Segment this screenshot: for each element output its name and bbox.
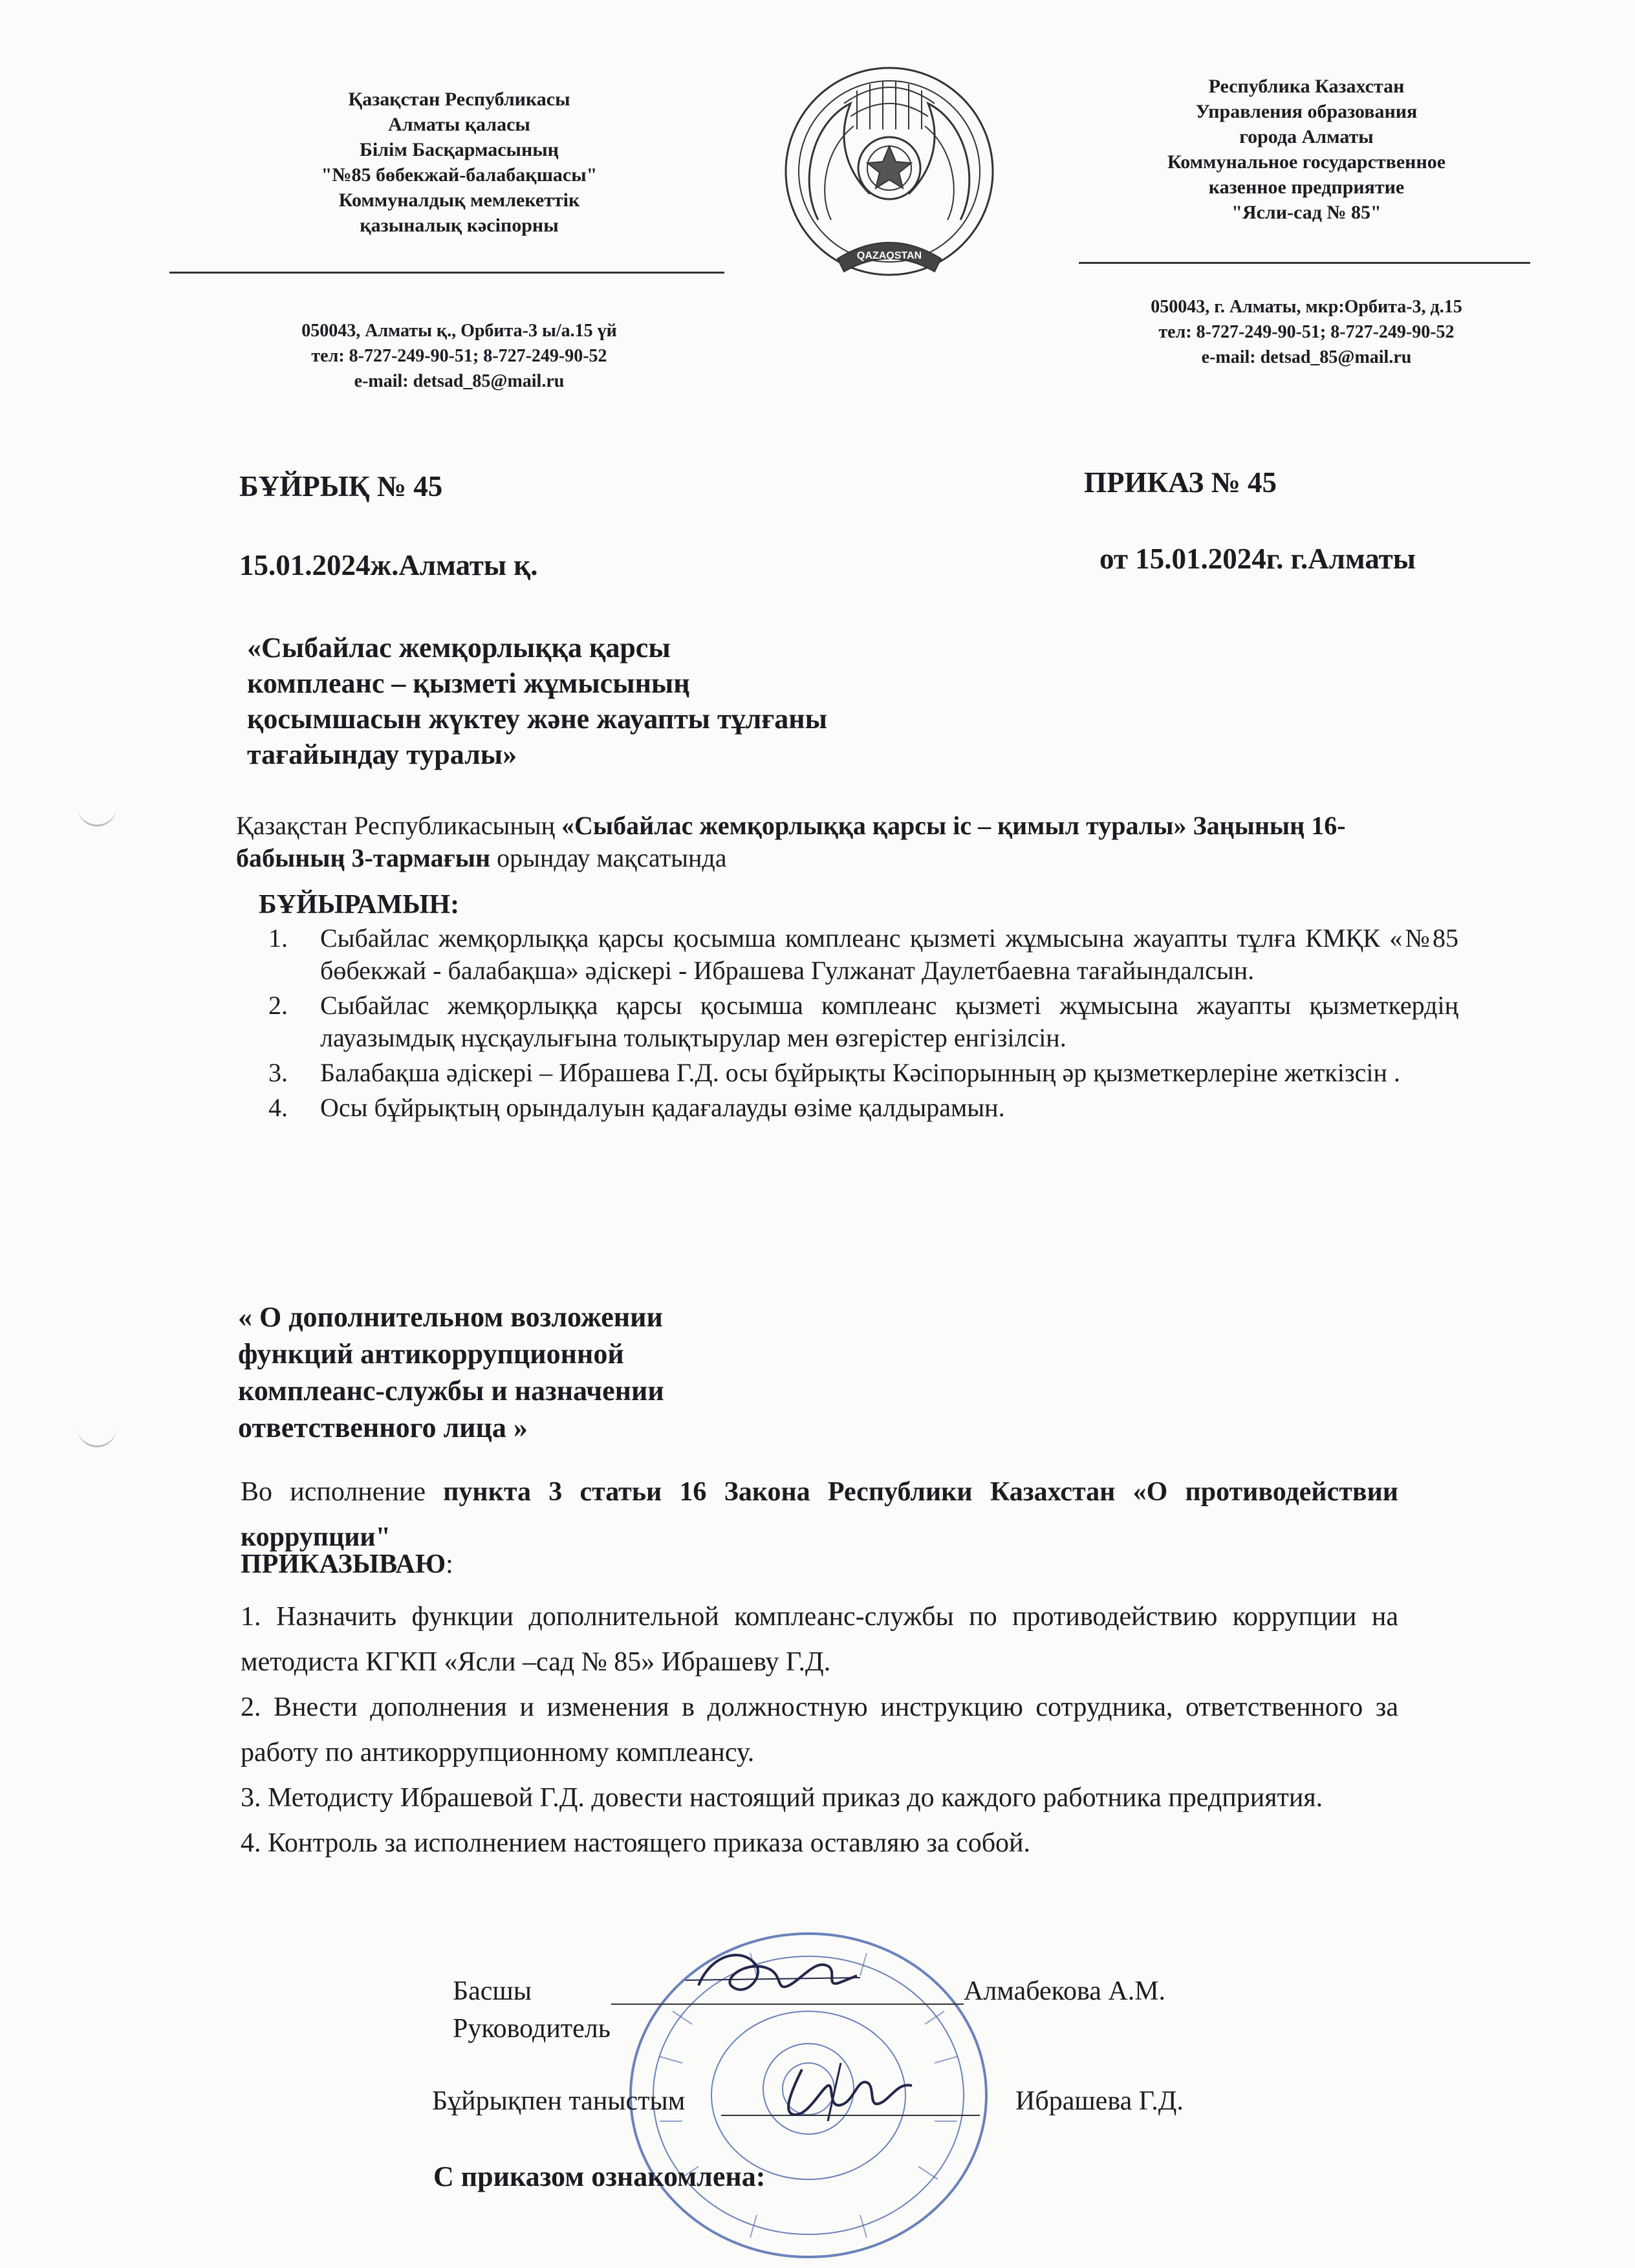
kz-intro [236, 810, 1452, 874]
header-ru-line: Управления образования [1195, 101, 1418, 122]
ru-intro [241, 1469, 1398, 1560]
emblem-text: QAZAQSTAN [856, 250, 922, 261]
kz-title-line: «Сыбайлас жемқорлыққа қарсы [247, 632, 671, 664]
contact-kz [181, 318, 737, 394]
signature-head-kz: Басшы [453, 1976, 532, 2006]
header-kz-divider [169, 272, 724, 274]
kz-item-text: Осы бұйрықтың орындалуын қадағалауды өзіме қалдырамын. [320, 1093, 1005, 1122]
contact-kz-phone: тел: 8-727-249-90-51; 8-727-249-90-52 [311, 346, 607, 366]
header-kz [181, 87, 737, 238]
header-kz-line: Білім Басқармасының [360, 139, 559, 160]
kz-order-items [268, 922, 1458, 1127]
ru-command-row [241, 1549, 453, 1580]
contact-ru-email: e-mail: detsad_85@mail.ru [1201, 347, 1412, 367]
acknowledgement-ru: С приказом ознакомлена: [433, 2161, 766, 2192]
header-ru-divider [1079, 262, 1530, 264]
kz-intro-post: орындау мақсатында [490, 843, 727, 872]
contact-ru-address: 050043, г. Алматы, мкр:Орбита-3, д.15 [1151, 297, 1462, 317]
ru-title-line: « О дополнительном возложении [238, 1301, 663, 1333]
signature-ack [763, 2050, 931, 2128]
ru-intro-law: пункта 3 статьи 16 Закона Республики Казахстан «О противодействии коррупции" [241, 1477, 1398, 1552]
header-ru-line: "Ясли-сад № 85" [1231, 202, 1381, 223]
kz-title-line: қосымшасын жүктеу және жауапты тұлғаны [247, 703, 828, 735]
contact-ru [1061, 294, 1552, 370]
list-item: 2. Внести дополнения и изменения в должностную инструкцию сотрудника, ответственного за работу по антикоррупционному комплеансу. [241, 1692, 1398, 1767]
punch-hole-top [78, 805, 116, 826]
punch-hole-bottom [78, 1426, 116, 1447]
ru-order-items [241, 1594, 1398, 1866]
order-date-ru: от 15.01.2024г. г.Алматы [1099, 543, 1416, 575]
ru-title-line: ответственного лица » [238, 1412, 528, 1443]
list-item: 3. Методисту Ибрашевой Г.Д. довести настоящий приказ до каждого работника предприятия. [241, 1783, 1323, 1813]
acknowledgement-kz: Бұйрықпен таныстым [432, 2086, 686, 2116]
list-item: 4. Осы бұйрықтың орындалуын қадағалауды өзіме қалдырамын. [268, 1093, 1005, 1122]
header-kz-line: Коммуналдық мемлекеттік [338, 189, 580, 211]
list-item: 2. Сыбайлас жемқорлыққа қарсы қосымша комплеанс қызметі жұмысына жауапты қызметкердің лауазымдық нұсқаулығына толықтырулар мен өзгерістер енгізілсін. [268, 991, 1458, 1052]
ru-intro-pre: Во исполнение [241, 1477, 444, 1507]
contact-kz-address: 050043, Алматы қ., Орбита-3 ы/а.15 үй [301, 321, 617, 341]
kz-title-line: тағайындау туралы» [247, 739, 517, 770]
ru-command-colon: : [446, 1550, 453, 1579]
header-ru-line: города Алматы [1239, 126, 1374, 147]
kz-item-text: Балабақша әдіскері – Ибрашева Г.Д. осы бұйрықты Кәсіпорынның әр қызметкерлеріне жеткізсін . [320, 1058, 1400, 1087]
header-ru-line: Республика Казахстан [1208, 76, 1405, 97]
list-item: 3. Балабақша әдіскері – Ибрашева Г.Д. осы бұйрықты Кәсіпорынның әр қызметкерлеріне жеткізсін . [268, 1058, 1400, 1087]
kz-intro-law: «Сыбайлас жемқорлыққа қарсы іс – қимыл туралы» Заңының 16- бабының 3-тармағын [236, 811, 1346, 872]
header-ru-line: казенное предприятие [1208, 177, 1405, 198]
order-number-ru: ПРИКАЗ № 45 [1084, 466, 1277, 499]
header-kz-line: қазыналық кәсіпорны [360, 215, 559, 236]
acknowledgement-name: Ибрашева Г.Д. [1015, 2086, 1184, 2116]
order-date-kz: 15.01.2024ж.Алматы қ. [239, 549, 538, 581]
contact-kz-email: e-mail: detsad_85@mail.ru [354, 371, 565, 391]
header-kz-line: "№85 бөбекжай-балабақшасы" [321, 164, 598, 186]
kz-item-text: Сыбайлас жемқорлыққа қарсы қосымша комплеанс қызметі жұмысына жауапты тұлға КМҚК «№85 бөбекжай - балабақша» әдіскері - Ибрашева Гулжанат Даулетбаевна тағайындалсын. [320, 923, 1458, 985]
signature-head-name: Алмабекова А.М. [964, 1976, 1166, 2006]
signature-head [686, 1940, 867, 2011]
list-item: 4. Контроль за исполнением настоящего приказа оставляю за собой. [241, 1828, 1031, 1858]
kz-item-text: Сыбайлас жемқорлыққа қарсы қосымша комплеанс қызметі жұмысына жауапты қызметкердің лауазымдық нұсқаулығына толықтырулар мен өзгерістер енгізілсін. [320, 991, 1458, 1052]
kz-command: БҰЙЫРАМЫН: [259, 890, 460, 920]
header-kz-line: Алматы қаласы [388, 114, 530, 135]
header-kz-line: Қазақстан Республикасы [348, 89, 570, 110]
contact-ru-phone: тел: 8-727-249-90-51; 8-727-249-90-52 [1158, 322, 1455, 342]
state-emblem [773, 65, 1006, 278]
ru-command: ПРИКАЗЫВАЮ [241, 1550, 446, 1579]
signature-head-ru: Руководитель [453, 2014, 611, 2044]
ru-title-line: функций антикоррупционной [238, 1338, 624, 1370]
kz-title-line: комплеанс – қызметі жұмысының [247, 667, 690, 699]
order-number-kz: БҰЙРЫҚ № 45 [239, 470, 443, 502]
ru-order-title [238, 1299, 664, 1446]
list-item: 1. Сыбайлас жемқорлыққа қарсы қосымша комплеанс қызметі жұмысына жауапты тұлға КМҚК «№85 бөбекжай - балабақша» әдіскері - Ибрашева Гулжанат Даулетбаевна тағайындалсын. [268, 923, 1458, 985]
header-ru [1061, 74, 1552, 225]
kz-intro-pre: Қазақстан Республикасының [236, 811, 562, 840]
ru-title-line: комплеанс-службы и назначении [238, 1375, 664, 1407]
list-item: 1. Назначить функции дополнительной комплеанс-службы по противодействию коррупции на методиста КГКП «Ясли –сад № 85» Ибрашеву Г.Д. [241, 1602, 1398, 1677]
kz-order-title [247, 630, 827, 772]
header-ru-line: Коммунальное государственное [1167, 151, 1446, 173]
